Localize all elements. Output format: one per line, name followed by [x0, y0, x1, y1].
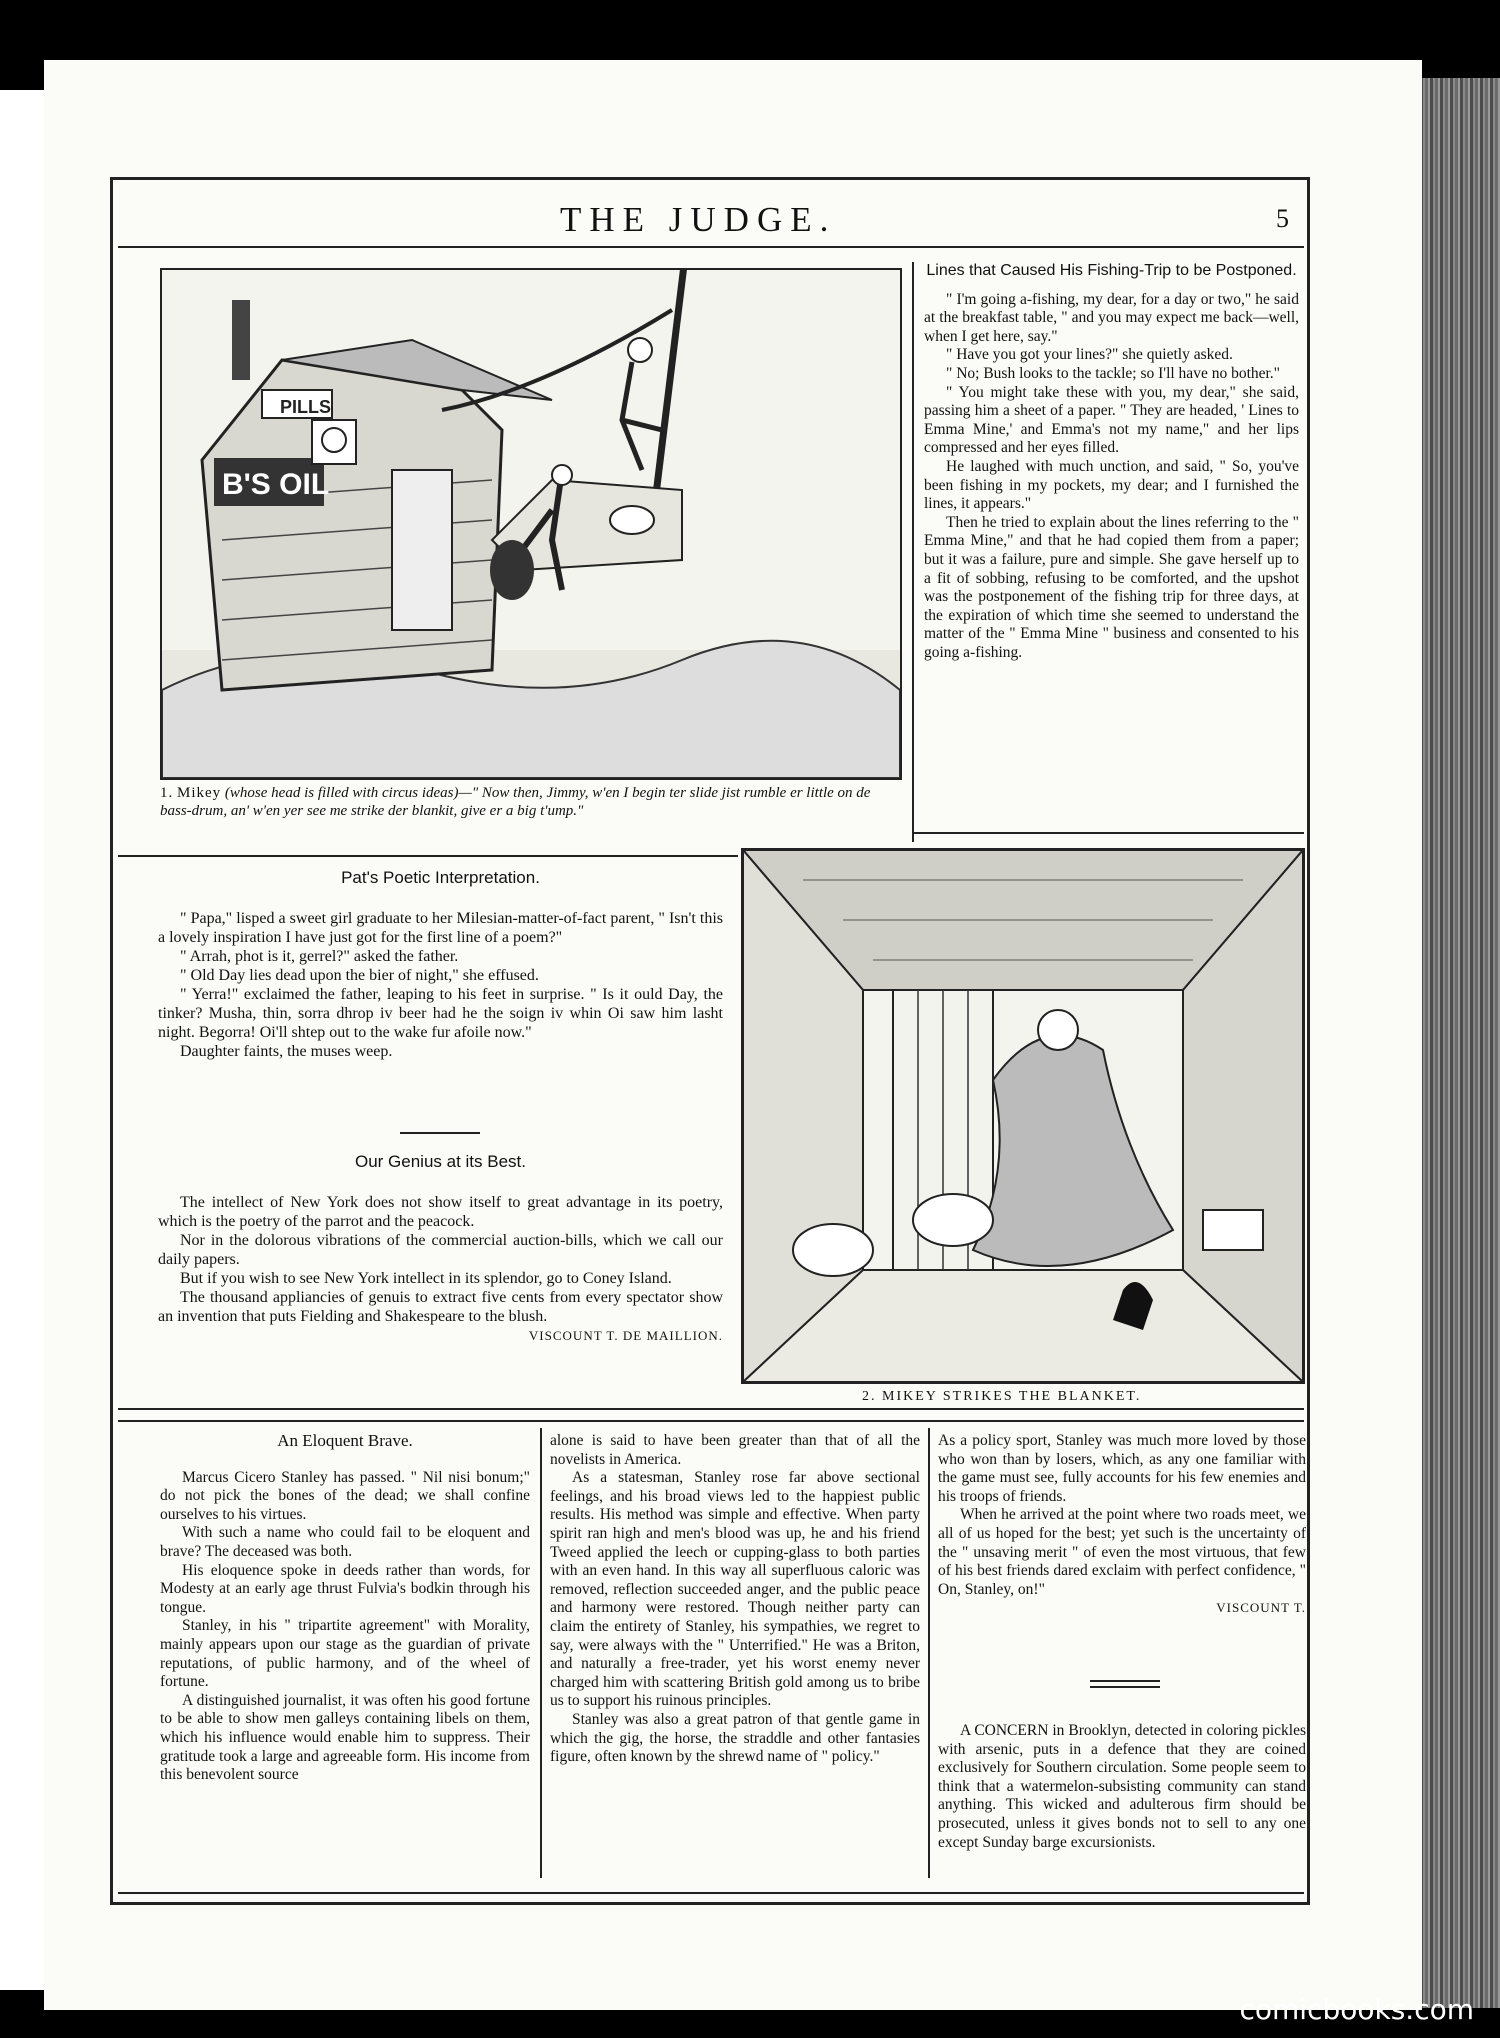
signature: VISCOUNT T. DE MAILLION.: [528, 1328, 723, 1343]
paragraph: As a policy sport, Stanley was much more loved by those who won than by losers, which, as any one familiar with the game must see, fully accounts for his few enemies and his troops of friends.: [938, 1432, 1306, 1505]
masthead-title: THE JUDGE.: [560, 200, 837, 239]
paragraph: " Yerra!" exclaimed the father, leaping to his feet in surprise. " Is it ould Day, the tinker? Musha, thin, sorra dhrop iv beer had he the soign iv whin Oi saw him lasht night. Begorra! Oi'll shtep out to the wake fur afoile now.": [158, 986, 723, 1041]
section-rule: [118, 1420, 1304, 1422]
paragraph: " Old Day lies dead upon the bier of night," she effused.: [180, 967, 539, 984]
article-concern: [938, 1722, 1306, 1852]
paragraph: alone is said to have been greater than that of all the novelists in America.: [550, 1432, 920, 1468]
paragraph: " I'm going a-fishing, my dear, for a day or two," he said at the breakfast table, " and you may expect me back—well, when I get here, say.": [924, 290, 1299, 345]
paragraph: The thousand appliancies of genuis to extract five cents from every spectator show an invention that puts Fielding and Shakespeare to the blush.: [158, 1289, 723, 1325]
illustration1-caption: [160, 784, 900, 820]
blanket-figure: [973, 1035, 1173, 1266]
column-divider: [540, 1428, 542, 1878]
oil-sign-text: B'S OIL: [222, 468, 330, 501]
article-brave-col1: [160, 1432, 530, 1785]
paragraph: Stanley was also a great patron of that gentle game in which the gig, the horse, the straddle and other fantasies figure, often known by the shrewd name of " policy.": [550, 1710, 920, 1766]
paragraph: " You might take these with you, my dear," she said, passing him a sheet of a paper. " They are headed, ' Lines to Emma Mine,' and Emma's not my name," and her lips compressed and her eyes filled.: [924, 383, 1299, 457]
paragraph: With such a name who could fail to be eloquent and brave? The deceased was both.: [160, 1524, 530, 1560]
page-number: 5: [1276, 204, 1289, 233]
paragraph: " Have you got your lines?" she quietly asked.: [946, 346, 1233, 364]
section-rule: [118, 855, 738, 857]
paragraph: Nor in the dolorous vibrations of the commercial auction-bills, which we call our daily papers.: [158, 1232, 723, 1268]
signature: VISCOUNT T.: [1216, 1600, 1306, 1616]
paragraph: Daughter faints, the muses weep.: [180, 1043, 393, 1060]
separator-rule: [1090, 1686, 1160, 1688]
paragraph: But if you wish to see New York intellect in its splendor, go to Coney Island.: [180, 1270, 672, 1287]
paragraph: When he arrived at the point where two roads meet, we all of us hoped for the best; yet such is the uncertainty of the " unsaving merit " of even the most virtuous, that few of his best friends dared exclaim with perfect confidence, " On, Stanley, on!": [938, 1506, 1306, 1598]
paragraph: He laughed with much unction, and said, " So, you've been fishing in my pockets, my dear; and I furnished the lines, it appears.": [924, 457, 1299, 513]
article-title: An Eloquent Brave.: [277, 1431, 413, 1450]
footer-rule: [118, 1892, 1304, 1894]
section-rule: [912, 832, 1304, 834]
blanket-drawing: [743, 850, 1303, 1382]
site-watermark: comicbooks.com: [1239, 1993, 1474, 2026]
article-title: Pat's Poetic Interpretation.: [341, 868, 540, 887]
separator-rule: [400, 1132, 480, 1134]
article-genius: [158, 1152, 723, 1345]
caption-number: 1.: [160, 785, 174, 801]
article-brave-col2: [550, 1432, 920, 1767]
paragraph: " Arrah, phot is it, gerrel?" asked the father.: [180, 948, 459, 965]
column-divider: [928, 1428, 930, 1878]
illustration-mikey-blanket: [741, 848, 1305, 1384]
pills-sign-text: PILLS: [280, 397, 332, 417]
shack-drawing: [162, 270, 900, 778]
article-brave-col3: [938, 1432, 1306, 1618]
paragraph: His eloquence spoke in deeds rather than words, for Modesty at an early age thrust Fulvia's bodkin through his tongue.: [160, 1561, 530, 1616]
book-page-edges: [1415, 78, 1500, 2008]
illustration2-caption: 2. MIKEY STRIKES THE BLANKET.: [862, 1389, 1142, 1404]
paragraph: " No; Bush looks to the tackle; so I'll have no bother.": [946, 364, 1281, 382]
illustration-circus-shack: [160, 268, 902, 780]
article-pat: [158, 868, 723, 1061]
separator-rule: [1090, 1680, 1160, 1682]
caption-name: Mikey: [177, 785, 222, 801]
paragraph: The intellect of New York does not show itself to great advantage in its poetry, which is the poetry of the parrot and the peacock.: [158, 1194, 723, 1230]
column-divider: [912, 262, 914, 842]
paragraph: Stanley, in his " tripartite agreement" with Morality, mainly appears upon our stage as the guardian of private reputations, of public harmony, and of the wheel of fortune.: [160, 1617, 530, 1691]
article-title: Lines that Caused His Fishing-Trip to be Postponed.: [926, 262, 1297, 279]
paragraph: A CONCERN in Brooklyn, detected in coloring pickles with arsenic, puts in a defence that they are coined exclusively for Southern circulation. Some people seem to think that a watermelon-subsisting community can stand anything. This wicked and adulterous firm should be prosecuted, unless it gives bonds not to sell to any one except Sunday barge excursionists.: [938, 1722, 1306, 1851]
header-rule: [118, 246, 1304, 248]
article-title: Our Genius at its Best.: [354, 1152, 526, 1171]
paragraph: A distinguished journalist, it was often his good fortune to be able to show men galleys containing libels on them, which his influence would enable him to suppress. Their gratitude took a large and agreeable form. His income from this benevolent source: [160, 1691, 530, 1784]
section-rule: [118, 1408, 1304, 1410]
paragraph: " Papa," lisped a sweet girl graduate to her Milesian-matter-of-fact parent, " Isn't this a lovely inspiration I have just got for the first line of a poem?": [158, 910, 723, 946]
article-lines: [924, 262, 1299, 662]
paragraph: Then he tried to explain about the lines referring to the " Emma Mine," and that he had copied them from a paper; but it was a failure, pure and simple. She gave herself up to a fit of sobbing, refusing to be comforted, and the upshot was the postponement of the fishing trip for three days, at the expiration of which time she seemed to understand the matter of the " Emma Mine " business and consented to his going a-fishing.: [924, 513, 1299, 661]
facing-page-edge: [0, 90, 44, 1990]
caption-text: (whose head is filled with circus ideas)—" Now then, Jimmy, w'en I begin ter slide jist rumble er little on de bass-drum, an' w'en yer see me strike der blankit, give er a big t'ump.": [160, 785, 871, 819]
paragraph: As a statesman, Stanley rose far above sectional feelings, and his broad views led to the happiest public results. His method was simple and effective. When party spirit ran high and men's blood was up, he and his friend Tweed applied the leech or cupping-glass to both parties with an even hand. In this way all superfluous caloric was removed, reflection succeeded anger, and the public peace and harmony were restored. Though neither party can claim the entirety of Stanley, his sympathies, we regret to say, were always with the " Unterrified." He was a Briton, and naturally a free-trader, yet his worst enemy never charged him with scattering British gold among us to bribe us to support his ruinous principles.: [550, 1469, 920, 1710]
paragraph: Marcus Cicero Stanley has passed. " Nil nisi bonum;" do not pick the bones of the dead; we shall confine ourselves to his virtues.: [160, 1468, 530, 1523]
